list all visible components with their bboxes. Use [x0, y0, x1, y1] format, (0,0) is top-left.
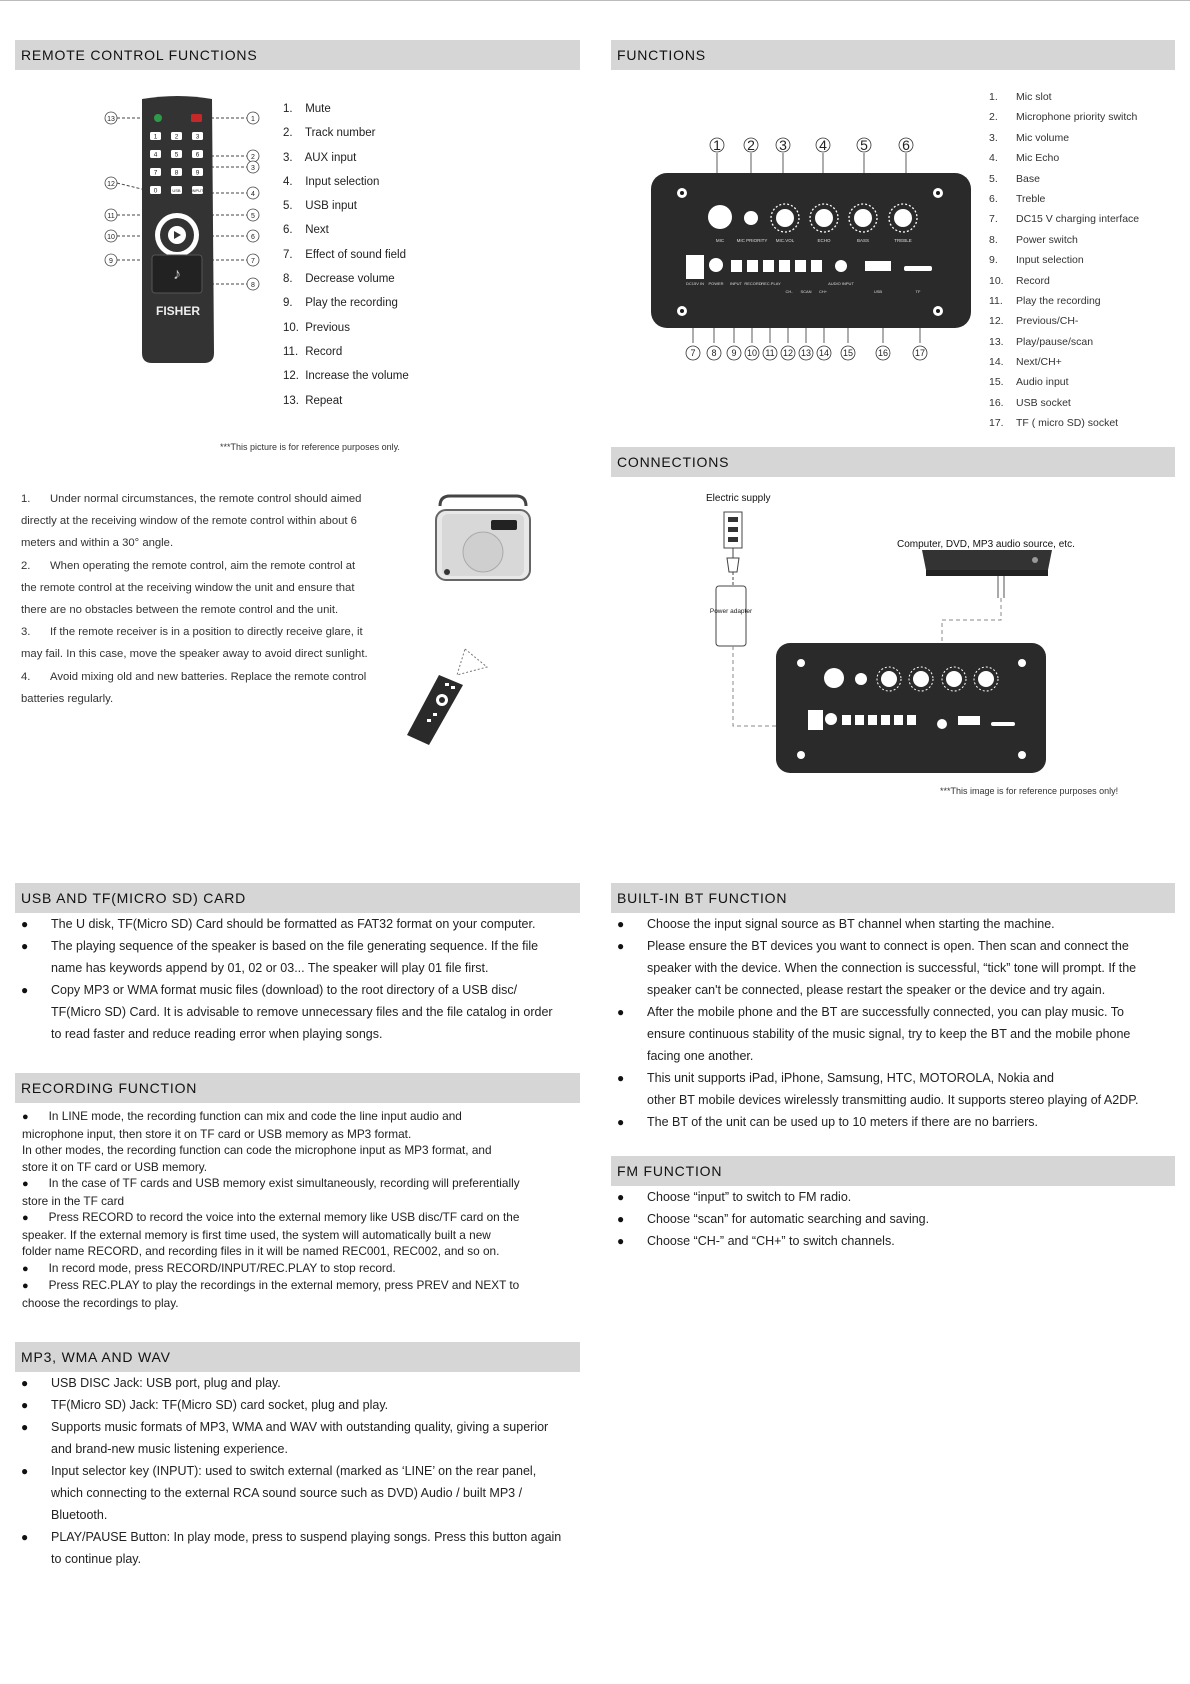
usage-line: directly at the receiving window of the remote control within about 6 — [21, 515, 357, 528]
usage-line: batteries regularly. — [21, 692, 114, 705]
svg-text:14: 14 — [818, 348, 830, 358]
list-item: 13. Repeat — [283, 394, 343, 407]
svg-text:7: 7 — [153, 169, 158, 177]
usage-item: 2. When operating the remote control, aim the remote control at — [21, 559, 356, 572]
recording-line: ● Press RECORD to record the voice into the external memory like USB disc/TF card on the — [22, 1209, 582, 1227]
usage-line: there are no obstacles between the remote control and the unit. — [21, 604, 339, 617]
list-item: ● Please ensure the BT devices you want to connect is open. Then scan and connect the speaker with the device. When the connection is successful, “tick” tone will prompt. If the speaker can't be connected, please restart the speaker or the device and try again. — [617, 935, 1177, 1001]
list-item: 11. Record — [283, 345, 343, 358]
remote-aiming-illustration — [405, 645, 495, 750]
svg-text:13: 13 — [800, 348, 812, 358]
list-item: ● Input selector key (INPUT): used to switch external (marked as ‘LINE’ on the rear panel, which connecting to the external RCA sound source such as DVD) Audio / built MP3 / Bluetooth. — [21, 1460, 581, 1526]
svg-text:15: 15 — [842, 348, 854, 358]
list-item: 2. Microphone priority switch — [989, 111, 1138, 124]
list-item: 5. USB input — [283, 200, 357, 213]
svg-text:7: 7 — [690, 348, 696, 358]
usb-tf-list — [21, 913, 581, 1045]
list-item: 13. Play/pause/scan — [989, 335, 1094, 348]
svg-text:RECORD: RECORD — [744, 281, 762, 286]
list-item: 11. Play the recording — [989, 294, 1101, 307]
svg-text:Power adapter: Power adapter — [709, 608, 753, 615]
usage-line: may fail. In this case, move the speaker away to avoid direct sunlight. — [21, 648, 368, 661]
recording-line: ● Press REC.PLAY to play the recordings in the external memory, press PREV and NEXT to — [22, 1277, 582, 1295]
speaker-illustration — [432, 494, 534, 590]
list-item: ● TF(Micro SD) Jack: TF(Micro SD) card socket, plug and play. — [21, 1394, 581, 1416]
usage-line: meters and within a 30° angle. — [21, 537, 174, 550]
control-panel-diagram — [648, 133, 973, 368]
callout-7: 7 — [251, 258, 255, 265]
audio-input-jack — [835, 260, 847, 272]
svg-text:10: 10 — [746, 348, 758, 358]
callout-3: 3 — [251, 165, 255, 172]
svg-text:5: 5 — [860, 137, 868, 153]
remote-logo-figure: ♪ — [173, 266, 181, 283]
list-item: 12. Increase the volume — [283, 370, 409, 383]
svg-text:USB: USB — [873, 289, 883, 294]
list-item: 10. Previous — [283, 321, 350, 334]
tf-socket — [904, 266, 932, 271]
bt-list — [617, 913, 1177, 1133]
svg-text:AUDIO INPUT: AUDIO INPUT — [828, 281, 854, 286]
connections-diagram — [700, 508, 1060, 778]
mic-socket — [708, 205, 732, 229]
remote-usage-notes — [21, 488, 391, 710]
svg-text:2: 2 — [747, 137, 755, 153]
svg-text:SCAN: SCAN — [800, 289, 812, 294]
list-item: ● The BT of the unit can be used up to 10 meters if there are no barriers. — [617, 1111, 1177, 1133]
recording-line: ● In the case of TF cards and USB memory exist simultaneously, recording will preferentially — [22, 1175, 582, 1193]
remote-mute-key — [191, 114, 202, 122]
recording-header: RECORDING FUNCTION — [15, 1073, 580, 1103]
svg-text:5: 5 — [174, 151, 179, 159]
svg-text:BASS: BASS — [856, 238, 870, 243]
svg-text:11: 11 — [765, 348, 775, 358]
top-rule — [0, 0, 1190, 1]
svg-text:CH-: CH- — [785, 289, 793, 294]
list-item: 6. Treble — [989, 192, 1046, 205]
functions-list — [989, 91, 1139, 438]
svg-text:POWER: POWER — [708, 281, 724, 286]
usb-socket — [865, 261, 891, 271]
list-item: 12. Previous/CH- — [989, 315, 1079, 328]
usage-item: 1. Under normal circumstances, the remote control should aimed — [21, 493, 362, 505]
callout-6: 6 — [251, 234, 255, 241]
callout-13: 13 — [107, 116, 115, 123]
connections-header: CONNECTIONS — [611, 447, 1175, 477]
recording-line: speaker. If the external memory is first time used, the system will automatically built a new — [22, 1227, 491, 1242]
list-item: 6. Next — [283, 224, 329, 237]
remote-reference-note: ***This picture is for reference purposes only. — [220, 442, 400, 452]
list-item: 1. Mic slot — [989, 91, 1052, 103]
svg-text:USB: USB — [172, 187, 181, 193]
list-item: ● After the mobile phone and the BT are successfully connected, you can play music. To ensure continuous stability of the music signal, try to keep the BT and the mobile phone facing one another. — [617, 1001, 1177, 1067]
power-adapter-box — [716, 586, 746, 646]
connection-panel — [776, 643, 1046, 773]
svg-text:ECHO: ECHO — [817, 238, 831, 243]
list-item: 2. Track number — [283, 127, 376, 140]
list-item: 8. Power switch — [989, 233, 1078, 246]
functions-header: FUNCTIONS — [611, 40, 1175, 70]
plug — [727, 558, 739, 572]
remote-header: REMOTE CONTROL FUNCTIONS — [15, 40, 580, 70]
callout-10: 10 — [107, 234, 115, 241]
list-item: 8. Decrease volume — [283, 273, 395, 286]
svg-text:0: 0 — [153, 187, 158, 195]
svg-text:16: 16 — [877, 348, 889, 358]
remote-callout-circles-left — [105, 112, 117, 266]
list-item: ● Choose the input signal source as BT channel when starting the machine. — [617, 913, 1177, 935]
svg-text:6: 6 — [902, 137, 910, 153]
usage-item: 3. If the remote receiver is in a position to directly receive glare, it — [21, 626, 363, 639]
usage-item: 4. Avoid mixing old and new batteries. Replace the remote control — [21, 670, 367, 683]
list-item: ● PLAY/PAUSE Button: In play mode, press to suspend playing songs. Press this button again to continue play. — [21, 1526, 581, 1570]
panel-top-numbers — [713, 137, 910, 153]
list-item: 7. DC15 V charging interface — [989, 213, 1140, 226]
mp3-header: MP3, WMA AND WAV — [15, 1342, 580, 1372]
list-item: 4. Mic Echo — [989, 152, 1060, 165]
connections-reference-note: ***This image is for reference purposes only! — [940, 786, 1119, 796]
svg-text:REC.PLAY: REC.PLAY — [761, 281, 781, 286]
list-item: 9. Input selection — [989, 254, 1084, 267]
svg-text:INPUT: INPUT — [191, 187, 204, 193]
svg-text:CH+: CH+ — [818, 289, 828, 294]
recording-line: folder name RECORD, and recording files in it will be named REC001, REC002, and so on. — [22, 1244, 500, 1258]
fm-list — [617, 1186, 1177, 1252]
svg-text:1: 1 — [153, 133, 158, 141]
panel-body — [651, 173, 971, 328]
list-item: 9. Play the recording — [283, 297, 398, 310]
svg-text:8: 8 — [174, 169, 179, 177]
electric-supply-label: Electric supply — [706, 493, 771, 504]
recording-line: store it on TF card or USB memory. — [22, 1159, 208, 1174]
callout-2: 2 — [251, 154, 255, 161]
mp3-list — [21, 1372, 581, 1570]
list-item: 14. Next/CH+ — [989, 356, 1062, 369]
list-item: 17. TF ( micro SD) socket — [989, 417, 1119, 430]
list-item: ● Copy MP3 or WMA format music files (download) to the root directory of a USB disc/ TF(Micro SD) Card. It is advisable to remove unnecessary files and the file catalog in order to read faster and reduce reading error when playing songs. — [21, 979, 581, 1045]
power-switch — [709, 258, 723, 272]
list-item: ● USB DISC Jack: USB port, plug and play. — [21, 1372, 581, 1394]
recording-line: choose the recordings to play. — [22, 1295, 179, 1310]
svg-text:DC15V IN: DC15V IN — [685, 281, 705, 286]
list-item: ● This unit supports iPad, iPhone, Samsung, HTC, MOTOROLA, Nokia and other BT mobile devices wirelessly transmitting audio. It supports stereo playing of A2DP. — [617, 1067, 1177, 1111]
fm-header: FM FUNCTION — [611, 1156, 1175, 1186]
usb-tf-header: USB AND TF(MICRO SD) CARD — [15, 883, 580, 913]
svg-text:6: 6 — [195, 151, 200, 159]
recording-text — [22, 1108, 582, 1311]
callout-9: 9 — [109, 258, 113, 265]
callout-12: 12 — [107, 181, 115, 188]
svg-text:TF: TF — [915, 289, 921, 294]
recording-line: In other modes, the recording function can code the microphone input as MP3 format, and — [22, 1143, 492, 1157]
list-item: ● Choose “scan” for automatic searching and saving. — [617, 1208, 1177, 1230]
remote-brand: FISHER — [155, 304, 201, 318]
callout-1: 1 — [251, 116, 255, 123]
mic-priority-switch — [744, 211, 758, 225]
svg-text:4: 4 — [153, 151, 158, 159]
list-item: ● The U disk, TF(Micro SD) Card should be formatted as FAT32 format on your computer. — [21, 913, 581, 935]
list-item: ● Supports music formats of MP3, WMA and WAV with outstanding quality, giving a superior and brand-new music listening experience. — [21, 1416, 581, 1460]
recording-line: microphone input, then store it on TF card or USB memory as MP3 format. — [22, 1126, 412, 1141]
remote-repeat-key — [154, 114, 162, 122]
recording-line: ● In record mode, press RECORD/INPUT/REC.PLAY to stop record. — [22, 1260, 582, 1278]
svg-text:1: 1 — [713, 137, 721, 153]
svg-text:9: 9 — [195, 169, 200, 177]
svg-text:3: 3 — [195, 133, 200, 141]
svg-text:INPUT: INPUT — [730, 281, 742, 286]
list-item: 10. Record — [989, 274, 1050, 287]
list-item: 3. AUX input — [283, 151, 357, 164]
usage-line: the remote control at the receiving window the unit and ensure that — [21, 581, 355, 594]
svg-text:MIC.VOL: MIC.VOL — [775, 238, 795, 243]
audio-source-label: Computer, DVD, MP3 audio source, etc. — [897, 539, 1075, 550]
list-item: 15. Audio input — [989, 376, 1069, 389]
svg-text:3: 3 — [779, 137, 787, 153]
list-item: 4. Input selection — [283, 175, 380, 188]
list-item: 5. Base — [989, 172, 1040, 185]
callout-11: 11 — [107, 213, 115, 220]
remote-control-illustration — [100, 95, 270, 395]
list-item: ● Choose “CH-” and “CH+” to switch channels. — [617, 1230, 1177, 1252]
svg-text:2: 2 — [174, 133, 179, 141]
list-item: 1. Mute — [283, 103, 331, 115]
callout-4: 4 — [251, 191, 255, 198]
svg-text:12: 12 — [782, 348, 794, 358]
svg-text:MIC: MIC — [715, 238, 725, 243]
dc-input — [686, 255, 704, 279]
list-item: ● Choose “input” to switch to FM radio. — [617, 1186, 1177, 1208]
remote-dpad — [155, 213, 199, 257]
svg-text:17: 17 — [914, 348, 926, 358]
svg-text:8: 8 — [711, 348, 717, 358]
recording-line: ● In LINE mode, the recording function can mix and code the line input audio and — [22, 1108, 582, 1126]
svg-text:TREBLE: TREBLE — [894, 238, 912, 243]
callout-8: 8 — [251, 282, 255, 289]
list-item: 7. Effect of sound field — [283, 248, 407, 261]
svg-text:4: 4 — [819, 137, 827, 153]
svg-text:9: 9 — [731, 348, 737, 358]
list-item: 3. Mic volume — [989, 131, 1070, 144]
bt-header: BUILT-IN BT FUNCTION — [611, 883, 1175, 913]
callout-5: 5 — [251, 213, 255, 220]
list-item: ● The playing sequence of the speaker is based on the file generating sequence. If the file name has keywords append by 01, 02 or 03... The speaker will play 01 file first. — [21, 935, 581, 979]
svg-text:MIC PRIORITY: MIC PRIORITY — [736, 238, 768, 243]
remote-function-list — [283, 97, 409, 413]
recording-line: store in the TF card — [22, 1193, 125, 1208]
list-item: 16. USB socket — [989, 396, 1071, 409]
